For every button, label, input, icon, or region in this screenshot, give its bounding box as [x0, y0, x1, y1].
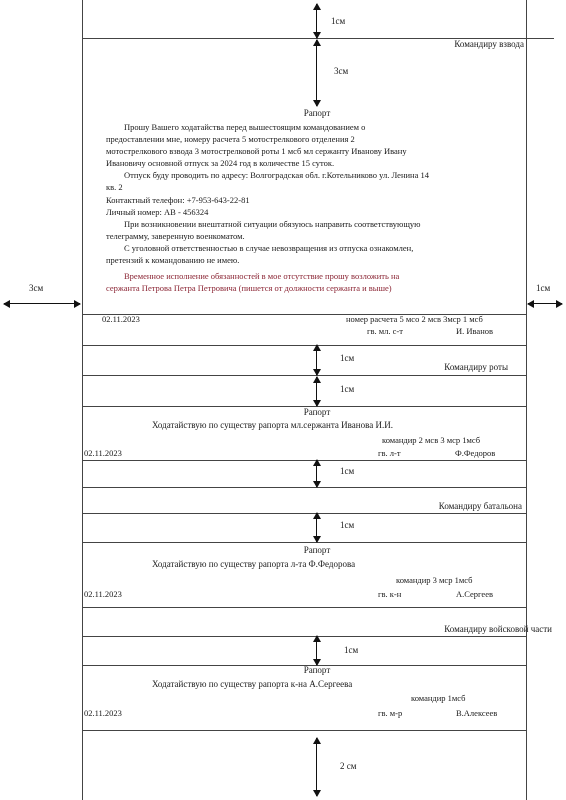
- report-body-line: телеграмму, заверенную военкоматом.: [106, 231, 245, 241]
- rota-addressee: Командиру роты: [444, 362, 508, 372]
- addressee-gap-arrow: [316, 40, 317, 106]
- rota-text: Ходатайствую по существу рапорта мл.сержанта Иванова И.И.: [152, 420, 393, 430]
- report-phone: Контактный телефон: +7-953-643-22-81: [106, 195, 250, 205]
- unit-addressee: Командиру войсковой части: [444, 624, 552, 634]
- report-body-line: Отпуск буду проводить по адресу: Волгоградская обл. г.Котельниково ул. Ленина 14: [124, 170, 429, 180]
- divider-line: [82, 636, 526, 637]
- battalion-date: 02.11.2023: [84, 589, 122, 599]
- report-date: 02.11.2023: [102, 314, 140, 324]
- left-margin-line: [82, 0, 83, 800]
- right-margin-arrow: [528, 303, 562, 304]
- unit-gap-arrow: [316, 636, 317, 665]
- battalion-gap-arrow-2: [316, 513, 317, 542]
- report-personal-number: Личный номер: АВ - 456324: [106, 207, 209, 217]
- battalion-rank: гв. к-н: [378, 589, 402, 599]
- report-body-line: Прошу Вашего ходатайства перед вышестоящим командованием о: [124, 122, 366, 132]
- report-body-line: Ивановичу основной отпуск за 2024 год в количестве 15 суток.: [106, 158, 335, 168]
- battalion-gap-arrow-1: [316, 460, 317, 487]
- right-margin-line: [526, 0, 527, 800]
- report-body-line: предоставлении мне, номеру расчета 5 мотострелкового отделения 2: [106, 134, 355, 144]
- rota-gap-label-2: 1см: [340, 384, 355, 394]
- battalion-title: Рапорт: [303, 545, 331, 555]
- addressee-gap-label: 3см: [334, 66, 349, 76]
- bottom-margin-label: 2 см: [340, 761, 357, 771]
- report-signer: И. Иванов: [456, 326, 494, 336]
- battalion-position: командир 3 мср 1мсб: [396, 575, 473, 585]
- rota-position: командир 2 мсв 3 мср 1мсб: [382, 435, 481, 445]
- unit-title: Рапорт: [303, 665, 331, 675]
- rota-gap-arrow-1: [316, 345, 317, 375]
- battalion-text: Ходатайствую по существу рапорта л-та Ф.Федорова: [152, 559, 356, 569]
- top-margin-arrow: [316, 4, 317, 38]
- report-position: номер расчета 5 мсо 2 мсв 3мср 1 мсб: [346, 314, 483, 324]
- unit-rank: гв. м-р: [378, 708, 403, 718]
- divider-line: [82, 345, 526, 346]
- rota-date: 02.11.2023: [84, 448, 122, 458]
- report-temp-duty-line: Временное исполнение обязанностей в мое отсутствие прошу возложить на: [124, 271, 400, 281]
- bottom-margin-arrow: [316, 738, 317, 796]
- report-title: Рапорт: [303, 108, 331, 118]
- divider-line: [82, 542, 526, 543]
- rota-title: Рапорт: [303, 407, 331, 417]
- divider-line: [82, 487, 526, 488]
- report-body-line: При возникновении внештатной ситуации обязуюсь направить соответствующую: [124, 219, 421, 229]
- rota-rank: гв. л-т: [378, 448, 401, 458]
- report-addressee: Командиру взвода: [454, 39, 524, 49]
- left-margin-label: 3см: [29, 283, 44, 293]
- rota-gap-arrow-2: [316, 377, 317, 406]
- report-body-line: мотострелкового взвода 3 мотострелковой роты 1 мсб мл сержанту Иванову Ивану: [106, 146, 407, 156]
- top-margin-label: 1см: [331, 16, 346, 26]
- left-margin-arrow: [4, 303, 80, 304]
- divider-line: [82, 375, 526, 376]
- divider-line: [82, 607, 526, 608]
- rota-gap-label-1: 1см: [340, 353, 355, 363]
- unit-gap-label: 1см: [344, 645, 359, 655]
- report-temp-duty-line: сержанта Петрова Петра Петровича (пишется от должности сержанта и выше): [106, 283, 392, 293]
- divider-line: [82, 513, 526, 514]
- divider-line: [82, 730, 526, 731]
- report-body-line: претензий к командованию не имею.: [106, 255, 240, 265]
- battalion-gap-label-2: 1см: [340, 520, 355, 530]
- unit-position: командир 1мсб: [411, 693, 466, 703]
- report-rank: гв. мл. с-т: [367, 326, 403, 336]
- report-body-line: С уголовной ответственностью в случае невозвращения из отпуска ознакомлен,: [124, 243, 414, 253]
- divider-line: [82, 460, 526, 461]
- unit-date: 02.11.2023: [84, 708, 122, 718]
- battalion-addressee: Командиру батальона: [438, 501, 522, 511]
- unit-text: Ходатайствую по существу рапорта к-на А.Сергеева: [152, 679, 353, 689]
- rota-signer: Ф.Федоров: [455, 448, 496, 458]
- report-body-line: кв. 2: [106, 182, 123, 192]
- battalion-signer: А.Сергеев: [456, 589, 493, 599]
- right-margin-label: 1см: [536, 283, 551, 293]
- unit-signer: В.Алексеев: [456, 708, 498, 718]
- battalion-gap-label-1: 1см: [340, 466, 355, 476]
